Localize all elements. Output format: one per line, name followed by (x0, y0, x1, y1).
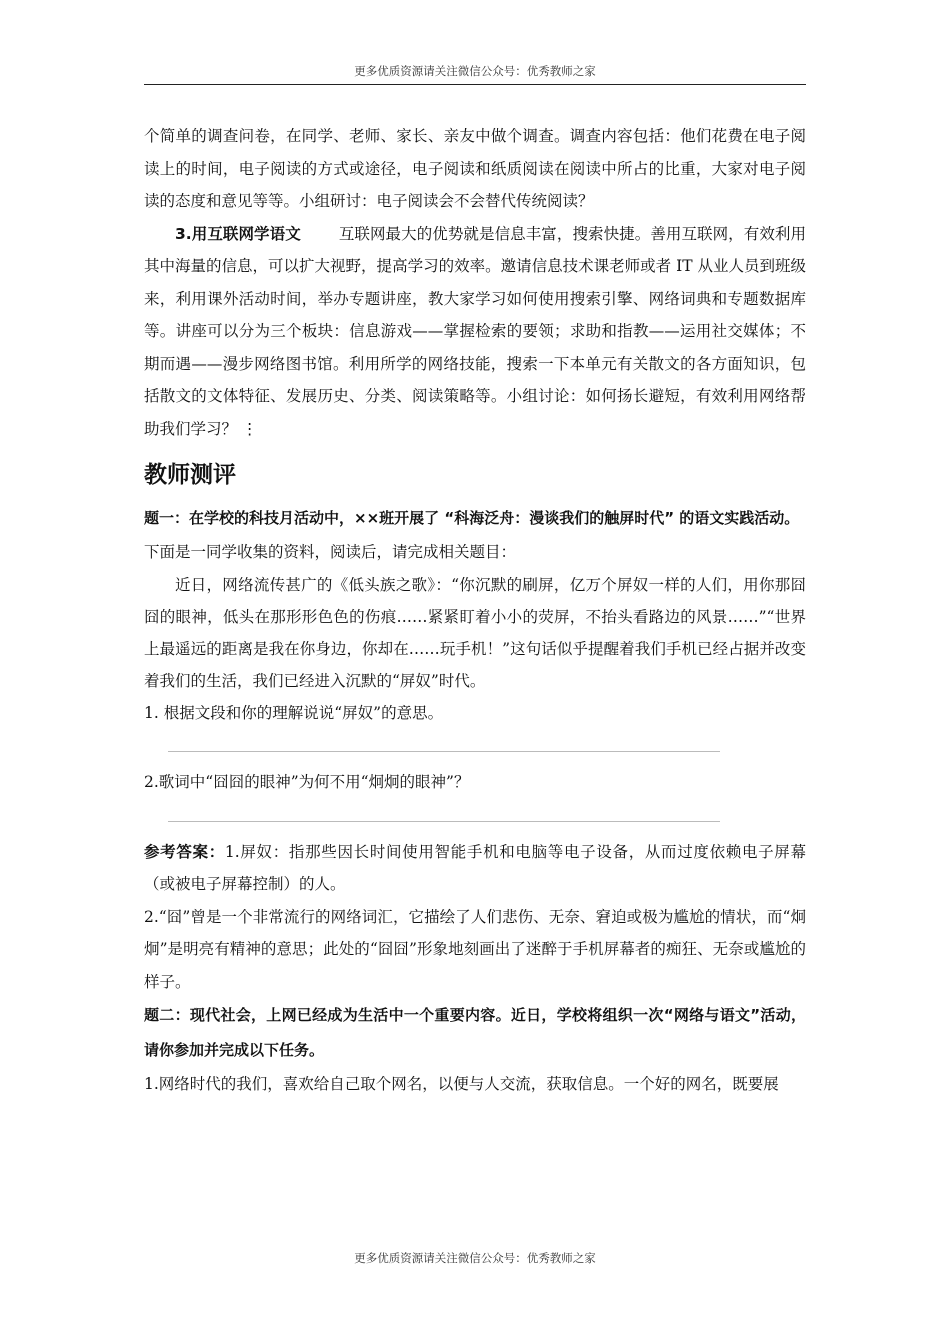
answer-label: 参考答案： (144, 842, 225, 861)
page-content (144, 120, 806, 1101)
item-3-title: 3.用互联网学语文 (175, 224, 301, 243)
page-header (144, 60, 806, 85)
header-text: 更多优质资源请关注微信公众号：优秀教师之家 (354, 64, 596, 78)
item-3-paragraph (144, 218, 806, 446)
intro-paragraph: 个简单的调查问卷，在同学、老师、家长、亲友中做个调查。调查内容包括：他们花费在电子阅读上的时间，电子阅读的方式或途径，电子阅读和纸质阅读在阅读中所占的比重，大家对电子阅读的态度和意见等等。小组研讨：电子阅读会不会替代传统阅读？ (144, 127, 806, 210)
page-footer (144, 1250, 806, 1266)
question-2-item-1: 1.网络时代的我们，喜欢给自己取个网名，以便与人交流，获取信息。一个好的网名，既要展 (144, 1075, 779, 1093)
reference-answer-1 (144, 836, 806, 901)
question-1-sub-2: 2.歌词中“囧囧的眼神”为何不用“炯炯的眼神”？ (144, 773, 470, 791)
answer-1-text: 1.屏奴：指那些因长时间使用智能手机和电脑等电子设备，从而过度依赖电子屏幕（或被电子屏幕控制）的人。 (144, 842, 806, 893)
answer-line-1 (168, 729, 720, 752)
question-1-sub-1: 1. 根据文段和你的理解说说“屏奴”的意思。 (144, 703, 444, 722)
section-title: 教师测评 (144, 462, 236, 488)
question-1-title: 题一：在学校的科技月活动中，××班开展了 “科海泛舟：漫谈我们的触屏时代” 的语文实践活动。 (144, 509, 800, 527)
question-2-title: 题二：现代社会，上网已经成为生活中一个重要内容。近日，学校将组织一次“网络与语文”活动，请你参加并完成以下任务。 (144, 1006, 806, 1059)
item-3-body: 互联网最大的优势就是信息丰富，搜索快捷。善用互联网，有效利用其中海量的信息，可以扩大视野，提高学习的效率。邀请信息技术课老师或者 IT 从业人员到班级来，利用课外活动时间，举办专题讲座，教大家学习如何使用搜索引擎、网络词典和专题数据库等。讲座可以分为三个板块：信息游戏——掌握检索的要领；求助和指教——运用社交媒体；不期而遇——漫步网络图书馆。利用所学的网络技能，搜索一下本单元有关散文的各方面知识，包括散文的文体特征、发展历史、分类、阅读策略等。小组讨论：如何扬长避短，有效利用网络帮助我们学习？ ⋮ (144, 224, 806, 438)
question-1-quote: 近日，网络流传甚广的《低头族之歌》：“你沉默的刷屏，亿万个屏奴一样的人们，用你那囧囧的眼神，低头在那形形色色的伤痕……紧紧盯着小小的荧屏，不抬头看路边的风景……”“世界上最遥远的距离是我在你身边，你却在……玩手机！”这句话似乎提醒着我们手机已经占据并改变着我们的生活，我们已经进入沉默的“屏奴”时代。 (144, 575, 806, 690)
reference-answer-2: 2.“囧”曾是一个非常流行的网络词汇，它描绘了人们悲伤、无奈、窘迫或极为尴尬的情状，而“炯炯”是明亮有精神的意思；此处的“囧囧”形象地刻画出了迷醉于手机屏幕者的痴狂、无奈或尴尬的样子。 (144, 907, 806, 991)
question-1-lead: 下面是一同学收集的资料，阅读后，请完成相关题目： (144, 543, 517, 561)
answer-line-2 (168, 799, 720, 822)
footer-text: 更多优质资源请关注微信公众号：优秀教师之家 (354, 1251, 596, 1265)
